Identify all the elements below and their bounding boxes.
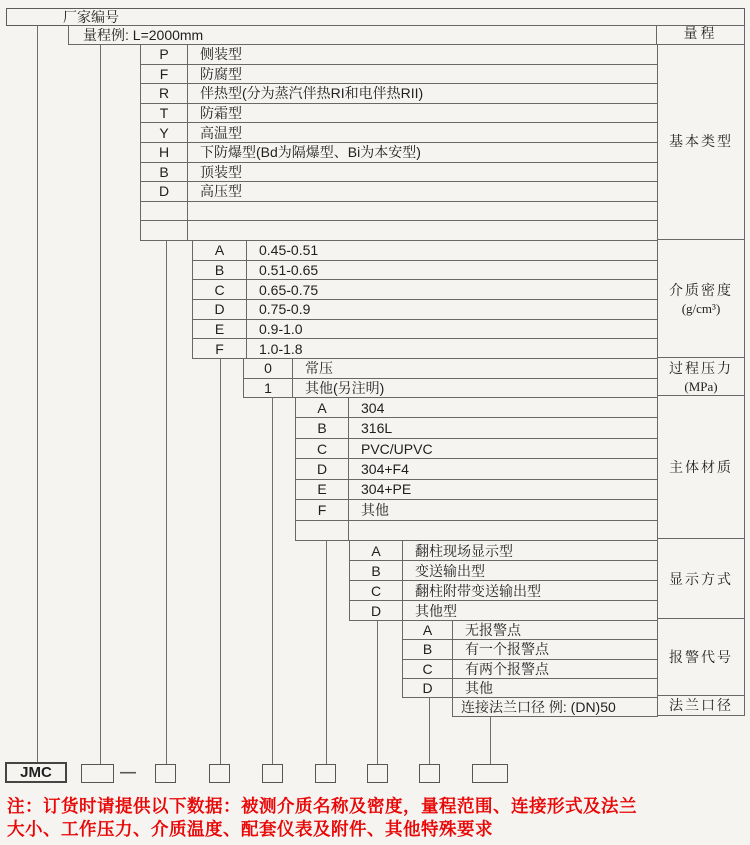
desc-cell: 变送输出型 xyxy=(415,562,485,579)
code-cell: Y xyxy=(141,123,188,142)
code-cell: F xyxy=(141,65,188,84)
desc-cell: 316L xyxy=(361,420,393,437)
table-row xyxy=(350,581,657,601)
table-row xyxy=(244,379,657,399)
desc-cell: 高压型 xyxy=(200,183,242,200)
desc-cell: 0.9-1.0 xyxy=(259,320,303,337)
table-row xyxy=(141,123,657,143)
table-row xyxy=(193,300,657,320)
code-cell: D xyxy=(350,601,403,620)
table-row xyxy=(193,320,657,340)
table-row xyxy=(296,398,657,418)
display-mode-table xyxy=(349,540,658,621)
desc-cell: 其他(另注明) xyxy=(305,379,385,396)
table-row xyxy=(403,621,657,640)
ordering-note-line2: 大小、工作压力、介质温度、配套仪表及附件、其他特殊要求 xyxy=(7,818,493,839)
table-row xyxy=(296,418,657,438)
table-row xyxy=(350,561,657,581)
desc-cell: 其他 xyxy=(361,501,389,518)
factory-code-box xyxy=(6,8,745,26)
desc-cell: 高温型 xyxy=(200,124,242,141)
ordering-note-line1: 注：订货时请提供以下数据：被测介质名称及密度，量程范围、连接形式及法兰 xyxy=(7,796,637,816)
label-basic-type: 基本类型 xyxy=(658,44,744,240)
code-cell: C xyxy=(296,439,349,458)
desc-cell: 0.51-0.65 xyxy=(259,261,319,278)
desc-cell: 无报警点 xyxy=(465,622,521,639)
label-density: 介质密度 (g/cm³) xyxy=(658,240,744,358)
connector-line-pressure xyxy=(272,397,273,764)
code-cell: B xyxy=(141,163,188,182)
connector-line-range xyxy=(100,45,101,764)
connector-line-basic-type xyxy=(166,240,167,764)
code-cell: A xyxy=(193,241,247,260)
table-row xyxy=(141,45,657,65)
code-cell xyxy=(141,202,188,221)
code-cell: T xyxy=(141,104,188,123)
label-alarm-code: 报警代号 xyxy=(658,619,744,696)
desc-cell: 防腐型 xyxy=(200,65,242,82)
table-row xyxy=(296,459,657,479)
desc-cell: 304+F4 xyxy=(361,460,409,477)
code-cell: F xyxy=(193,339,247,358)
desc-cell: 侧装型 xyxy=(200,46,242,63)
code-cell xyxy=(141,221,188,240)
desc-cell: 304 xyxy=(361,399,385,416)
code-cell: A xyxy=(296,398,349,417)
code-cell: A xyxy=(403,621,453,639)
code-box-density xyxy=(209,764,230,783)
code-cell: 1 xyxy=(244,379,293,398)
code-cell: B xyxy=(193,261,247,280)
material-table xyxy=(295,397,658,541)
code-cell: P xyxy=(141,45,188,64)
code-cell: C xyxy=(403,660,453,678)
density-table xyxy=(192,240,658,359)
code-cell: H xyxy=(141,143,188,162)
label-material: 主体材质 xyxy=(658,396,744,539)
table-row xyxy=(141,65,657,85)
table-row xyxy=(244,359,657,379)
ordering-note xyxy=(7,795,749,840)
category-label-column xyxy=(657,44,745,716)
desc-cell: 有两个报警点 xyxy=(465,660,549,677)
table-row xyxy=(193,241,657,261)
desc-cell: 防霜型 xyxy=(200,105,242,122)
table-row xyxy=(403,679,657,698)
code-box-range xyxy=(81,764,114,783)
desc-cell: 顶装型 xyxy=(200,163,242,180)
table-row xyxy=(403,660,657,679)
desc-cell: 有一个报警点 xyxy=(465,641,549,658)
table-row xyxy=(193,280,657,300)
code-box-flange xyxy=(472,764,508,783)
code-cell: R xyxy=(141,84,188,103)
connector-line-factory xyxy=(37,25,38,764)
table-row xyxy=(141,202,657,222)
table-row xyxy=(141,163,657,183)
label-range: 量程 xyxy=(656,26,744,44)
code-cell: 0 xyxy=(244,359,293,378)
code-box-pressure xyxy=(262,764,283,783)
alarm-code-table xyxy=(402,620,658,698)
table-row xyxy=(141,84,657,104)
table-row xyxy=(296,480,657,500)
code-box-display xyxy=(367,764,388,783)
code-cell: B xyxy=(296,418,349,437)
table-row xyxy=(193,261,657,281)
code-cell: C xyxy=(350,581,403,600)
table-row xyxy=(193,339,657,359)
connector-line-material xyxy=(326,540,327,764)
code-box-alarm xyxy=(419,764,440,783)
desc-cell: 0.65-0.75 xyxy=(259,281,319,298)
code-box-basic-type xyxy=(155,764,176,783)
table-row xyxy=(141,104,657,124)
code-cell: E xyxy=(193,320,247,339)
code-cell: D xyxy=(141,182,188,201)
table-row xyxy=(350,541,657,561)
table-row xyxy=(350,601,657,621)
connector-line-density xyxy=(220,358,221,764)
table-row xyxy=(296,521,657,541)
connector-line-display xyxy=(377,620,378,764)
range-row xyxy=(68,25,745,45)
desc-cell: 下防爆型(Bd为隔爆型、Bi为本安型) xyxy=(200,144,421,161)
model-prefix-box: JMC xyxy=(5,762,67,783)
table-row xyxy=(141,143,657,163)
desc-cell: 常压 xyxy=(305,360,333,377)
code-cell: D xyxy=(296,459,349,478)
label-display-mode: 显示方式 xyxy=(658,539,744,619)
desc-cell: 1.0-1.8 xyxy=(259,340,303,357)
code-cell: B xyxy=(403,640,453,658)
connector-line-flange xyxy=(490,716,491,764)
table-row xyxy=(141,221,657,241)
flange-row: 连接法兰口径 例: (DN)50 xyxy=(452,697,658,717)
code-cell: C xyxy=(193,280,247,299)
table-row xyxy=(141,182,657,202)
desc-cell: 0.75-0.9 xyxy=(259,301,311,318)
code-box-material xyxy=(315,764,336,783)
code-cell: D xyxy=(403,679,453,697)
desc-cell: 翻柱附带变送输出型 xyxy=(415,582,541,599)
basic-type-table xyxy=(140,44,658,241)
table-row xyxy=(296,500,657,520)
desc-cell: 304+PE xyxy=(361,481,412,498)
label-flange: 法兰口径 xyxy=(669,699,733,715)
desc-cell: 其他 xyxy=(465,679,493,696)
code-cell: B xyxy=(350,561,403,580)
desc-cell: 翻柱现场显示型 xyxy=(415,542,513,559)
connector-line-alarm xyxy=(429,697,430,764)
pressure-table xyxy=(243,358,658,398)
table-row xyxy=(296,439,657,459)
model-dash: — xyxy=(120,764,136,781)
code-cell xyxy=(296,521,349,540)
code-cell: A xyxy=(350,541,403,560)
range-example: 量程例: L=2000mm xyxy=(83,27,204,43)
factory-code-label: 厂家编号 xyxy=(63,9,119,25)
table-row xyxy=(403,640,657,659)
code-cell: F xyxy=(296,500,349,519)
label-pressure: 过程压力 (MPa) xyxy=(658,358,744,397)
desc-cell: 0.45-0.51 xyxy=(259,242,319,259)
desc-cell: 其他型 xyxy=(415,602,457,619)
code-cell: D xyxy=(193,300,247,319)
code-cell: E xyxy=(296,480,349,499)
desc-cell: 伴热型(分为蒸汽伴热RI和电伴热RII) xyxy=(200,85,424,102)
desc-cell: PVC/UPVC xyxy=(361,440,433,457)
